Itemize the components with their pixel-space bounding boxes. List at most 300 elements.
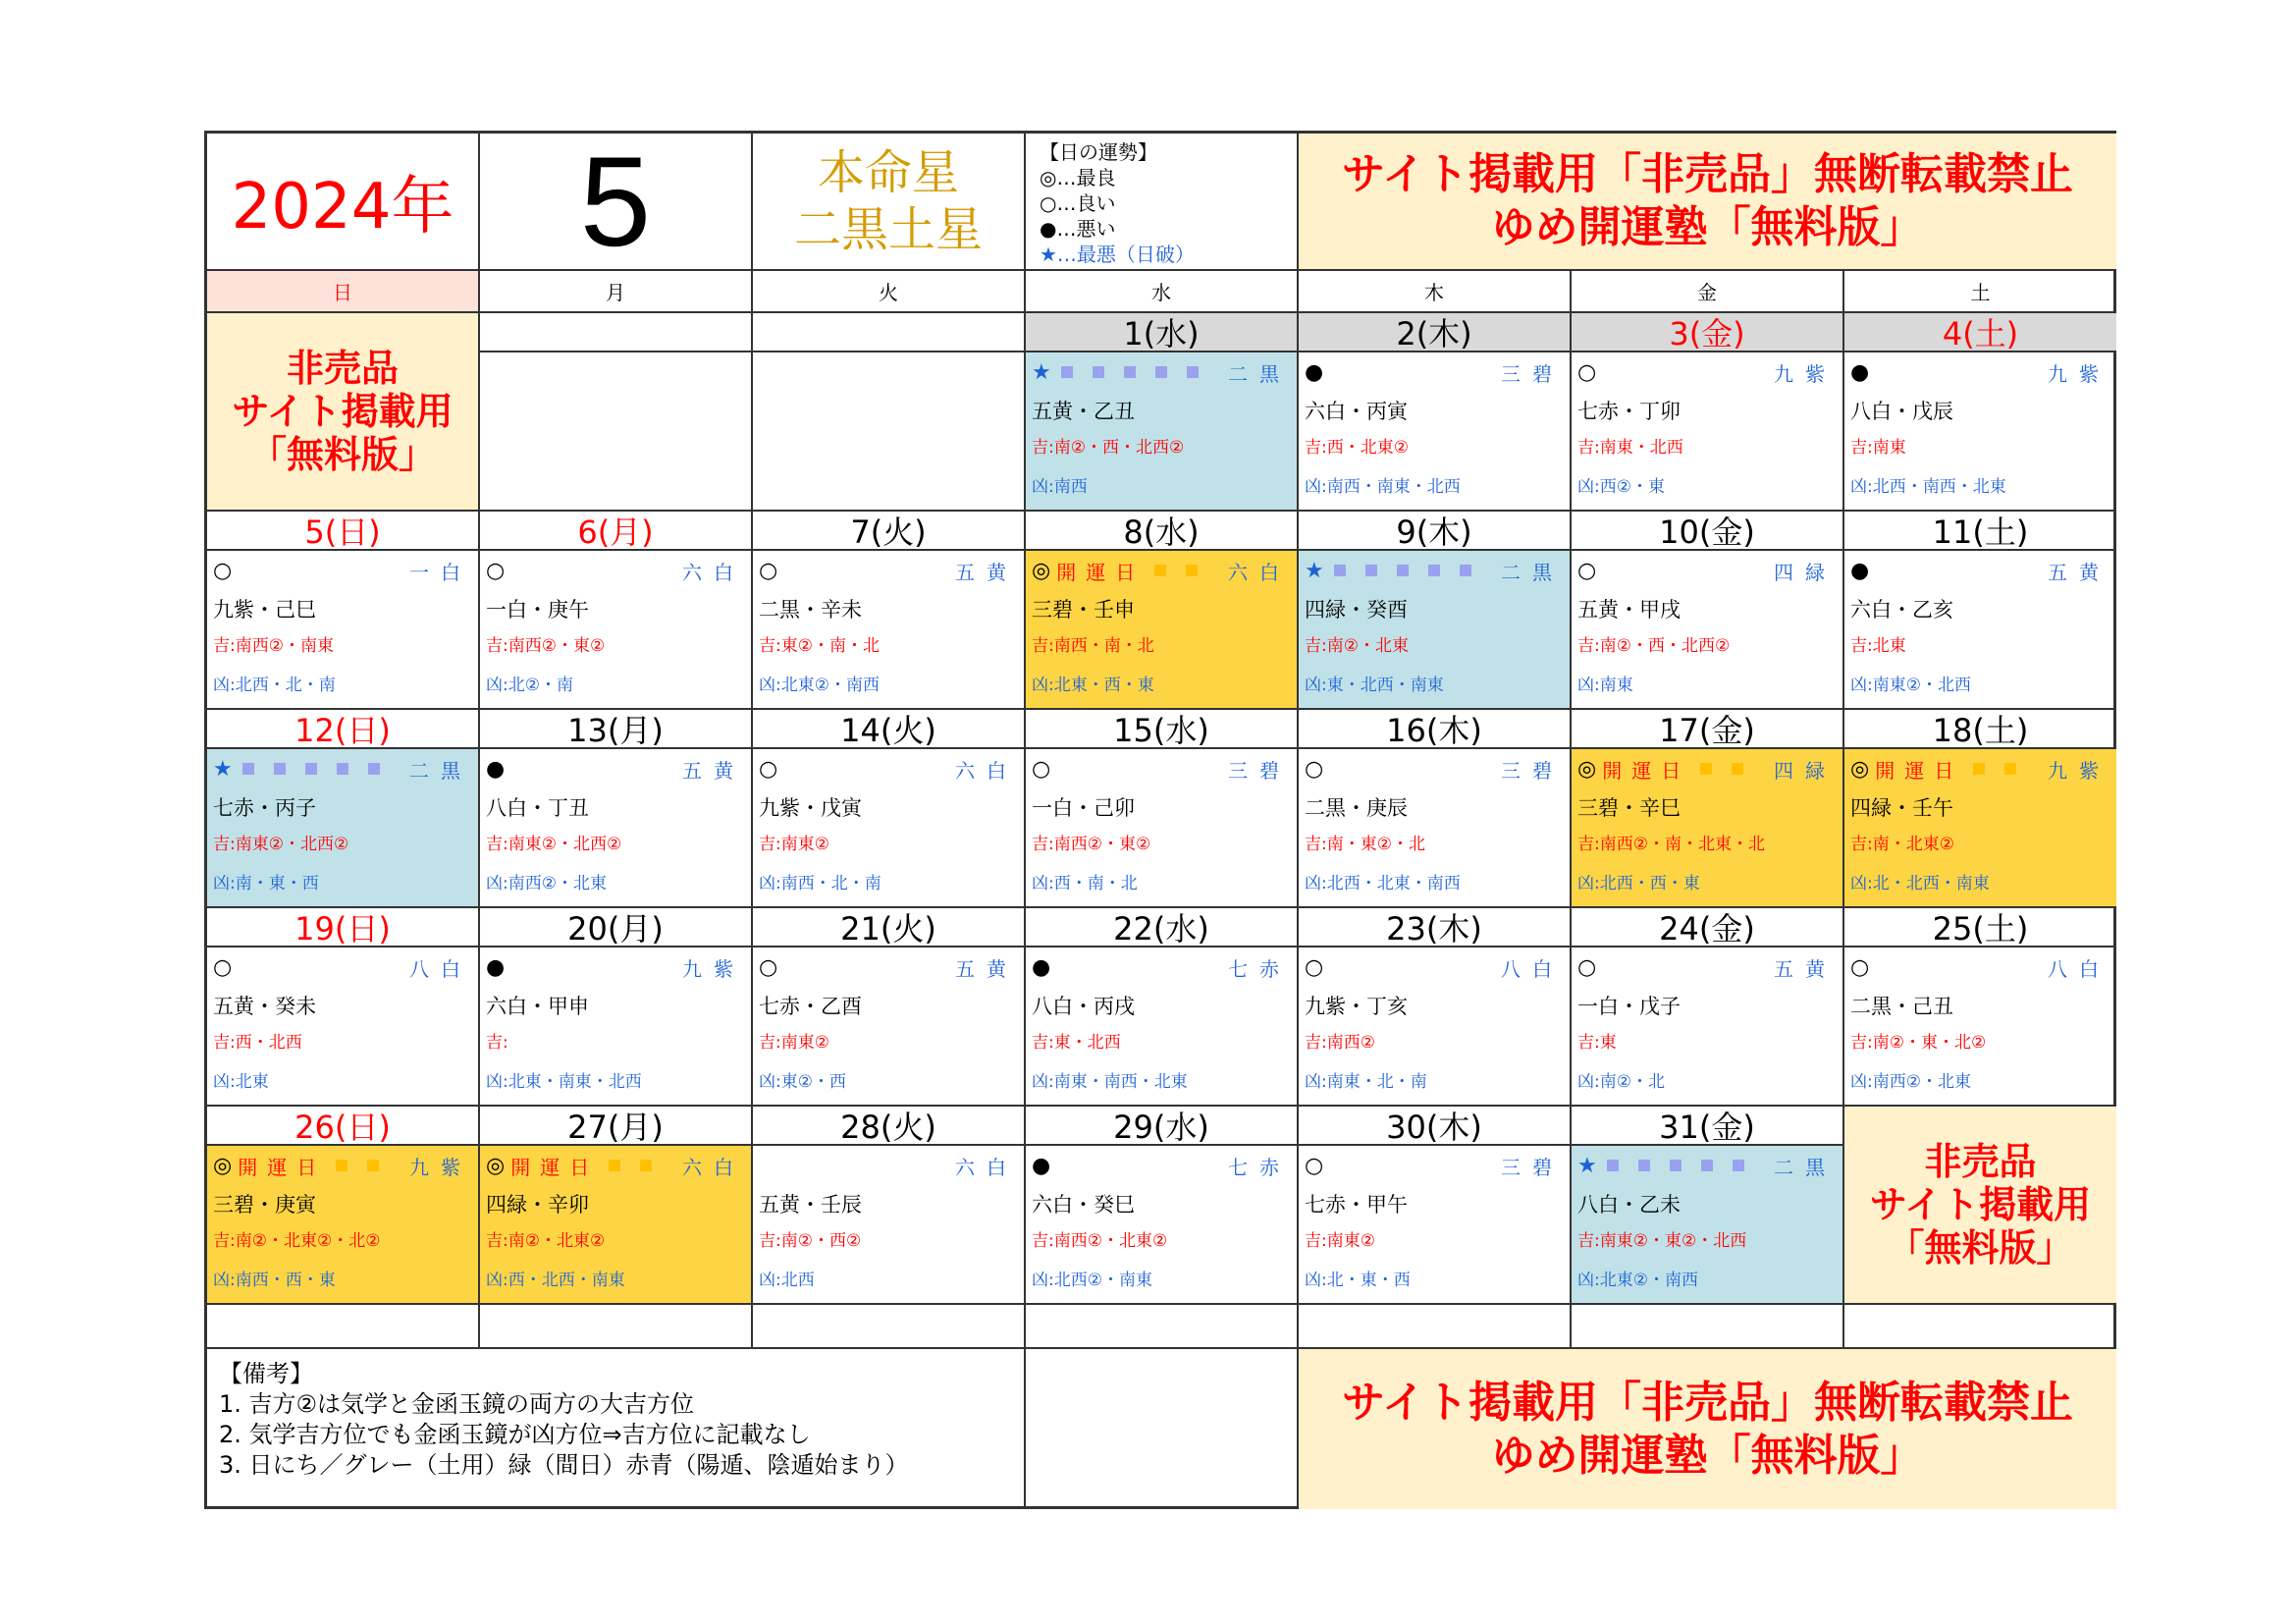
date-header: 3(金) xyxy=(1572,313,1844,352)
day-star: 三碧 xyxy=(1501,361,1564,386)
day-fortune-line xyxy=(1850,356,2110,388)
hidan-square xyxy=(1334,565,1346,576)
day-cell[interactable] xyxy=(1844,749,2116,908)
date-header: 7(火) xyxy=(753,512,1026,551)
day-kanshi: 七赤・甲午 xyxy=(1305,1193,1408,1217)
day-star: 七赤 xyxy=(1228,956,1291,981)
day-cell[interactable] xyxy=(1572,749,1844,908)
day-star: 三碧 xyxy=(1501,758,1564,783)
fortune-mark: ◎ xyxy=(213,1153,233,1178)
blank-row-cell xyxy=(480,1305,753,1349)
lucky-directions: 吉:南東② xyxy=(1305,1231,1375,1251)
fortune-mark: ◎ xyxy=(1850,756,1870,782)
day-cell[interactable] xyxy=(1299,947,1572,1107)
legend-good: ○…良い xyxy=(1040,191,1116,215)
lucky-directions: 吉:南西②・北東② xyxy=(1032,1231,1168,1251)
day-cell[interactable] xyxy=(207,551,480,710)
side-label-line: 非売品 xyxy=(286,347,399,390)
day-fortune-line xyxy=(1577,1150,1837,1181)
lucky-directions: 吉:南②・西② xyxy=(759,1231,862,1251)
fortune-mark: ★ xyxy=(1577,1153,1597,1178)
calendar xyxy=(204,131,2116,1509)
unlucky-directions: 凶:北・北西・南東 xyxy=(1850,874,1990,893)
lucky-directions: 吉:南東② xyxy=(759,1033,829,1053)
day-cell[interactable] xyxy=(207,947,480,1107)
unlucky-directions: 凶:東②・西 xyxy=(759,1072,846,1092)
date-header: 16(木) xyxy=(1299,710,1572,749)
day-star: 九紫 xyxy=(2048,758,2110,783)
day-star: 二黒 xyxy=(1228,361,1291,386)
day-fortune-line xyxy=(759,753,1018,785)
day-kanshi: 二黒・辛未 xyxy=(759,598,862,622)
blank-row-cell xyxy=(1844,1305,2116,1349)
fortune-mark: ○ xyxy=(486,558,506,583)
day-cell[interactable] xyxy=(480,749,753,908)
legend-bad: ●…悪い xyxy=(1040,217,1116,241)
day-cell[interactable] xyxy=(1299,1146,1572,1305)
day-fortune-line xyxy=(213,951,472,983)
month-number: 5 xyxy=(480,134,753,271)
day-kanshi: 二黒・己丑 xyxy=(1850,995,1953,1018)
unlucky-directions: 凶:南②・北 xyxy=(1577,1072,1665,1092)
day-kanshi: 六白・乙亥 xyxy=(1850,598,1953,622)
hidan-square xyxy=(1428,565,1440,576)
day-kanshi: 四緑・壬午 xyxy=(1850,796,1953,820)
day-cell[interactable] xyxy=(1299,551,1572,710)
unlucky-directions: 凶:南東 xyxy=(1577,676,1633,695)
side-label xyxy=(207,313,480,512)
unlucky-directions: 凶:北東②・南西 xyxy=(1577,1271,1698,1290)
lucky-directions: 吉:南・北東② xyxy=(1850,835,1954,854)
day-fortune-line xyxy=(1577,753,1837,785)
day-fortune-line xyxy=(486,951,745,983)
kaiun-square xyxy=(367,1160,379,1171)
day-fortune-line xyxy=(1032,753,1291,785)
day-fortune-line xyxy=(1032,951,1291,983)
unlucky-directions: 凶:北西②・南東 xyxy=(1032,1271,1152,1290)
day-cell[interactable] xyxy=(1026,551,1299,710)
day-cell[interactable] xyxy=(753,1146,1026,1305)
kaiun-label: 開運日 xyxy=(238,1155,327,1179)
hidan-square xyxy=(368,763,380,775)
day-cell[interactable] xyxy=(1299,749,1572,908)
honmei-line-2: 二黒土星 xyxy=(793,202,983,257)
side-label-line: サイト掲載用 xyxy=(232,390,454,433)
date-header: 6(月) xyxy=(480,512,753,551)
day-star: 九紫 xyxy=(682,956,745,981)
day-star: 三碧 xyxy=(1501,1155,1564,1179)
day-cell[interactable] xyxy=(1026,1146,1299,1305)
day-star: 五黄 xyxy=(682,758,745,783)
legend-title: 【日の運勢】 xyxy=(1040,140,1157,164)
lucky-directions: 吉:南②・北東 xyxy=(1305,636,1409,656)
date-header: 4(土) xyxy=(1844,313,2116,352)
date-header: 9(木) xyxy=(1299,512,1572,551)
date-header: 25(土) xyxy=(1844,908,2116,947)
day-star: 八白 xyxy=(2048,956,2110,981)
day-fortune-line xyxy=(1850,951,2110,983)
side-label xyxy=(1844,1107,2116,1305)
unlucky-directions: 凶:南西②・北東 xyxy=(1850,1072,1971,1092)
unlucky-directions: 凶:北西・南西・北東 xyxy=(1850,477,2006,497)
weekday-header: 木 xyxy=(1299,271,1572,313)
date-header: 2(木) xyxy=(1299,313,1572,352)
day-cell[interactable] xyxy=(1572,947,1844,1107)
fortune-mark: ★ xyxy=(1032,359,1051,385)
day-cell[interactable] xyxy=(753,947,1026,1107)
hidan-square xyxy=(1365,565,1377,576)
day-star: 七赤 xyxy=(1228,1155,1291,1179)
fortune-mark: ○ xyxy=(1577,359,1597,385)
unlucky-directions: 凶:東・北西・南東 xyxy=(1305,676,1444,695)
empty-date-header xyxy=(753,313,1026,352)
hidan-square xyxy=(1733,1160,1744,1171)
fortune-mark: ● xyxy=(1305,359,1324,385)
hidan-square xyxy=(1187,366,1199,378)
unlucky-directions: 凶:南東・北・南 xyxy=(1305,1072,1427,1092)
date-header: 31(金) xyxy=(1572,1107,1844,1146)
fortune-legend xyxy=(1026,134,1299,271)
lucky-directions: 吉:南②・北東②・北② xyxy=(213,1231,381,1251)
hidan-square xyxy=(1460,565,1471,576)
kaiun-square xyxy=(1154,565,1166,576)
lucky-directions: 吉:南西② xyxy=(1305,1033,1375,1053)
day-fortune-line xyxy=(759,951,1018,983)
day-kanshi: 五黄・癸未 xyxy=(213,995,316,1018)
day-star: 八白 xyxy=(409,956,472,981)
day-cell[interactable] xyxy=(480,947,753,1107)
side-label-line: サイト掲載用 xyxy=(1869,1183,2092,1226)
date-header: 22(水) xyxy=(1026,908,1299,947)
lucky-directions: 吉:西・北東② xyxy=(1305,438,1409,458)
day-fortune-line xyxy=(1305,1150,1564,1181)
notes-box xyxy=(207,1349,1026,1509)
kaiun-label: 開運日 xyxy=(1602,758,1691,783)
fortune-mark: ○ xyxy=(759,558,778,583)
blank-row-cell xyxy=(1572,1305,1844,1349)
day-cell[interactable] xyxy=(1844,352,2116,512)
fortune-mark: ◎ xyxy=(486,1153,506,1178)
unlucky-directions: 凶:北西 xyxy=(759,1271,815,1290)
day-fortune-line xyxy=(1032,356,1291,388)
day-star: 九紫 xyxy=(409,1155,472,1179)
date-header: 27(月) xyxy=(480,1107,753,1146)
lucky-directions: 吉:南西②・南・北東・北 xyxy=(1577,835,1765,854)
day-kanshi: 九紫・戊寅 xyxy=(759,796,862,820)
day-fortune-line xyxy=(1577,356,1837,388)
unlucky-directions: 凶:南西②・北東 xyxy=(486,874,607,893)
kaiun-square xyxy=(1973,763,1985,775)
legend-worst: ★…最悪（日破） xyxy=(1040,243,1195,266)
day-cell[interactable] xyxy=(753,551,1026,710)
day-kanshi: 八白・戊辰 xyxy=(1850,400,1953,423)
date-header: 11(土) xyxy=(1844,512,2116,551)
lucky-directions: 吉:南②・東・北② xyxy=(1850,1033,1987,1053)
day-cell[interactable] xyxy=(1026,352,1299,512)
day-star: 五黄 xyxy=(955,560,1018,584)
fortune-mark: ○ xyxy=(1850,954,1870,980)
day-star: 三碧 xyxy=(1228,758,1291,783)
kaiun-label: 開運日 xyxy=(510,1155,600,1179)
day-star: 六白 xyxy=(682,1155,745,1179)
day-star: 四緑 xyxy=(1774,758,1837,783)
day-fortune-line xyxy=(1305,753,1564,785)
day-star: 五黄 xyxy=(955,956,1018,981)
day-kanshi: 五黄・乙丑 xyxy=(1032,400,1135,423)
unlucky-directions: 凶:北西・北・南 xyxy=(213,676,336,695)
date-header: 26(日) xyxy=(207,1107,480,1146)
hidan-square xyxy=(274,763,286,775)
weekday-header: 金 xyxy=(1572,271,1844,313)
hidan-square xyxy=(1061,366,1073,378)
day-kanshi: 七赤・乙酉 xyxy=(759,995,862,1018)
day-cell[interactable] xyxy=(1572,1146,1844,1305)
weekday-header: 火 xyxy=(753,271,1026,313)
lucky-directions: 吉:南東②・北西② xyxy=(486,835,622,854)
kaiun-square xyxy=(1700,763,1712,775)
note-1: 1. 吉方②は気学と金函玉鏡の両方の大吉方位 xyxy=(219,1390,695,1418)
blank-row-cell xyxy=(1026,1305,1299,1349)
fortune-mark: ○ xyxy=(759,756,778,782)
day-star: 五黄 xyxy=(2048,560,2110,584)
day-star: 二黒 xyxy=(409,758,472,783)
hidan-square xyxy=(1670,1160,1682,1171)
fortune-mark: ○ xyxy=(1305,756,1324,782)
hidan-squares xyxy=(1597,1160,1754,1171)
date-header: 1(水) xyxy=(1026,313,1299,352)
weekday-header: 水 xyxy=(1026,271,1299,313)
day-kanshi: 一白・庚午 xyxy=(486,598,589,622)
lucky-directions: 吉:東 xyxy=(1577,1033,1617,1053)
unlucky-directions: 凶:北東②・南西 xyxy=(759,676,880,695)
day-fortune-line xyxy=(1305,951,1564,983)
fortune-mark: ★ xyxy=(213,756,233,782)
day-fortune-line xyxy=(486,753,745,785)
day-cell[interactable] xyxy=(207,749,480,908)
legend-best: ◎…最良 xyxy=(1040,166,1116,189)
date-header: 21(火) xyxy=(753,908,1026,947)
day-star: 六白 xyxy=(955,1155,1018,1179)
fortune-mark: ○ xyxy=(1577,954,1597,980)
lucky-directions: 吉:南東② xyxy=(759,835,829,854)
day-cell[interactable] xyxy=(1026,947,1299,1107)
lucky-directions: 吉:南西・南・北 xyxy=(1032,636,1154,656)
date-header: 14(火) xyxy=(753,710,1026,749)
day-star: 一白 xyxy=(409,560,472,584)
kaiun-square xyxy=(2004,763,2016,775)
day-cell[interactable] xyxy=(1844,551,2116,710)
kaiun-label: 開運日 xyxy=(1875,758,1964,783)
unlucky-directions: 凶:北②・南 xyxy=(486,676,573,695)
date-header: 10(金) xyxy=(1572,512,1844,551)
day-fortune-line xyxy=(1032,555,1291,586)
unlucky-directions: 凶:北西・西・東 xyxy=(1577,874,1700,893)
kaiun-label: 開運日 xyxy=(1056,560,1146,584)
day-cell[interactable] xyxy=(1572,551,1844,710)
unlucky-directions: 凶:西・南・北 xyxy=(1032,874,1138,893)
day-cell[interactable] xyxy=(207,1146,480,1305)
notes-title: 【備考】 xyxy=(219,1360,313,1387)
banner-line-2: ゆめ開運塾「無料版」 xyxy=(1491,202,1924,252)
note-2: 2. 気学吉方位でも金函玉鏡が凶方位⇒吉方位に記載なし xyxy=(219,1421,811,1448)
day-cell[interactable] xyxy=(1299,352,1572,512)
day-kanshi: 七赤・丁卯 xyxy=(1577,400,1681,423)
day-fortune-line xyxy=(1305,356,1564,388)
hidan-square xyxy=(1638,1160,1650,1171)
day-fortune-line xyxy=(1032,1150,1291,1181)
kaiun-square xyxy=(1732,763,1743,775)
date-header: 29(水) xyxy=(1026,1107,1299,1146)
bottom-banner-line-2: ゆめ開運塾「無料版」 xyxy=(1491,1430,1924,1481)
lucky-directions: 吉:南東・北西 xyxy=(1577,438,1683,458)
fortune-mark: ○ xyxy=(213,558,233,583)
date-header: 24(金) xyxy=(1572,908,1844,947)
lucky-directions: 吉:南西②・東② xyxy=(1032,835,1151,854)
lucky-directions: 吉: xyxy=(486,1033,508,1053)
notes-blank xyxy=(1026,1349,1299,1509)
unlucky-directions: 凶:南・東・西 xyxy=(213,874,319,893)
day-star: 二黒 xyxy=(1774,1155,1837,1179)
fortune-mark: ● xyxy=(1850,359,1870,385)
day-kanshi: 四緑・辛卯 xyxy=(486,1193,589,1217)
fortune-mark: ○ xyxy=(1305,954,1324,980)
date-header: 30(木) xyxy=(1299,1107,1572,1146)
date-header: 12(日) xyxy=(207,710,480,749)
date-header: 13(月) xyxy=(480,710,753,749)
day-fortune-line xyxy=(486,1150,745,1181)
day-kanshi: 九紫・丁亥 xyxy=(1305,995,1408,1018)
hidan-squares xyxy=(233,763,390,775)
day-cell[interactable] xyxy=(480,1146,753,1305)
hidan-square xyxy=(1155,366,1167,378)
hidan-squares xyxy=(1051,366,1208,378)
day-kanshi: 八白・丙戌 xyxy=(1032,995,1135,1018)
side-label-line: 「無料版」 xyxy=(1887,1226,2074,1270)
blank-row-cell xyxy=(753,1305,1026,1349)
fortune-mark: ● xyxy=(486,756,506,782)
side-label-line: 「無料版」 xyxy=(248,433,436,476)
lucky-directions: 吉:南②・西・北西② xyxy=(1577,636,1731,656)
day-cell[interactable] xyxy=(1844,947,2116,1107)
empty-day-cell xyxy=(480,352,753,512)
day-kanshi: 六白・甲申 xyxy=(486,995,589,1018)
fortune-mark: ○ xyxy=(1305,1153,1324,1178)
honmei-line-1: 本命星 xyxy=(817,145,959,200)
lucky-directions: 吉:南東②・東②・北西 xyxy=(1577,1231,1747,1251)
fortune-mark: ○ xyxy=(213,954,233,980)
fortune-mark: ● xyxy=(1032,1153,1051,1178)
day-kanshi: 四緑・癸酉 xyxy=(1305,598,1408,622)
hidan-square xyxy=(242,763,254,775)
day-fortune-line xyxy=(759,555,1018,586)
unlucky-directions: 凶:北西・北東・南西 xyxy=(1305,874,1461,893)
date-header: 8(水) xyxy=(1026,512,1299,551)
day-cell[interactable] xyxy=(480,551,753,710)
blank-row-cell xyxy=(1299,1305,1572,1349)
kaiun-square xyxy=(336,1160,347,1171)
day-kanshi: 三碧・壬申 xyxy=(1032,598,1135,622)
lucky-directions: 吉:南②・西・北西② xyxy=(1032,438,1185,458)
day-star: 八白 xyxy=(1501,956,1564,981)
lucky-directions: 吉:東②・南・北 xyxy=(759,636,880,656)
day-star: 九紫 xyxy=(2048,361,2110,386)
day-star: 四緑 xyxy=(1774,560,1837,584)
day-kanshi: 八白・丁丑 xyxy=(486,796,589,820)
day-fortune-line xyxy=(213,555,472,586)
day-fortune-line xyxy=(213,1150,472,1181)
fortune-mark: ◎ xyxy=(1577,756,1597,782)
unlucky-directions: 凶:西・北西・南東 xyxy=(486,1271,625,1290)
blank-row-cell xyxy=(207,1305,480,1349)
unlucky-directions: 凶:北・東・西 xyxy=(1305,1271,1411,1290)
day-fortune-line xyxy=(213,753,472,785)
day-fortune-line xyxy=(1850,753,2110,785)
day-kanshi: 五黄・壬辰 xyxy=(759,1193,862,1217)
weekday-header: 土 xyxy=(1844,271,2116,313)
lucky-directions: 吉:南西②・南東 xyxy=(213,636,334,656)
unlucky-directions: 凶:北東 xyxy=(213,1072,269,1092)
day-kanshi: 一白・己卯 xyxy=(1032,796,1135,820)
day-cell[interactable] xyxy=(753,749,1026,908)
unlucky-directions: 凶:南東②・北西 xyxy=(1850,676,1971,695)
date-header: 5(日) xyxy=(207,512,480,551)
date-header: 18(土) xyxy=(1844,710,2116,749)
fortune-mark: ○ xyxy=(1032,756,1051,782)
kaiun-square xyxy=(1186,565,1198,576)
day-kanshi: 六白・癸巳 xyxy=(1032,1193,1135,1217)
day-fortune-line xyxy=(1577,555,1837,586)
day-cell[interactable] xyxy=(1026,749,1299,908)
day-star: 五黄 xyxy=(1774,956,1837,981)
note-3: 3. 日にち／グレー（土用）緑（間日）赤青（陽遁、陰遁始まり） xyxy=(219,1451,909,1479)
unlucky-directions: 凶:西②・東 xyxy=(1577,477,1665,497)
unlucky-directions: 凶:南西 xyxy=(1032,477,1088,497)
weekday-header: 日 xyxy=(207,271,480,313)
bottom-banner xyxy=(1299,1349,2116,1509)
day-star: 六白 xyxy=(1228,560,1291,584)
honmei-star xyxy=(753,134,1026,271)
lucky-directions: 吉:南・東②・北 xyxy=(1305,835,1425,854)
lucky-directions: 吉:東・北西 xyxy=(1032,1033,1121,1053)
fortune-mark: ● xyxy=(1850,558,1870,583)
day-kanshi: 三碧・庚寅 xyxy=(213,1193,316,1217)
day-fortune-line xyxy=(1305,555,1564,586)
kaiun-square xyxy=(640,1160,652,1171)
unlucky-directions: 凶:南西・南東・北西 xyxy=(1305,477,1461,497)
date-header: 23(木) xyxy=(1299,908,1572,947)
day-star: 二黒 xyxy=(1501,560,1564,584)
day-kanshi: 二黒・庚辰 xyxy=(1305,796,1408,820)
day-fortune-line xyxy=(1850,555,2110,586)
empty-date-header xyxy=(480,313,753,352)
day-kanshi: 一白・戊子 xyxy=(1577,995,1681,1018)
fortune-mark: ● xyxy=(1032,954,1051,980)
weekday-header: 月 xyxy=(480,271,753,313)
unlucky-directions: 凶:北東・南東・北西 xyxy=(486,1072,642,1092)
day-kanshi: 六白・丙寅 xyxy=(1305,400,1408,423)
kaiun-square xyxy=(609,1160,620,1171)
hidan-square xyxy=(1607,1160,1619,1171)
unlucky-directions: 凶:南東・南西・北東 xyxy=(1032,1072,1188,1092)
hidan-square xyxy=(305,763,317,775)
day-cell[interactable] xyxy=(1572,352,1844,512)
banner-line-1: サイト掲載用「非売品」無断転載禁止 xyxy=(1342,149,2073,199)
lucky-directions: 吉:南②・北東② xyxy=(486,1231,606,1251)
fortune-mark: ● xyxy=(486,954,506,980)
day-fortune-line xyxy=(486,555,745,586)
lucky-directions: 吉:南西②・東② xyxy=(486,636,606,656)
hidan-square xyxy=(1093,366,1104,378)
